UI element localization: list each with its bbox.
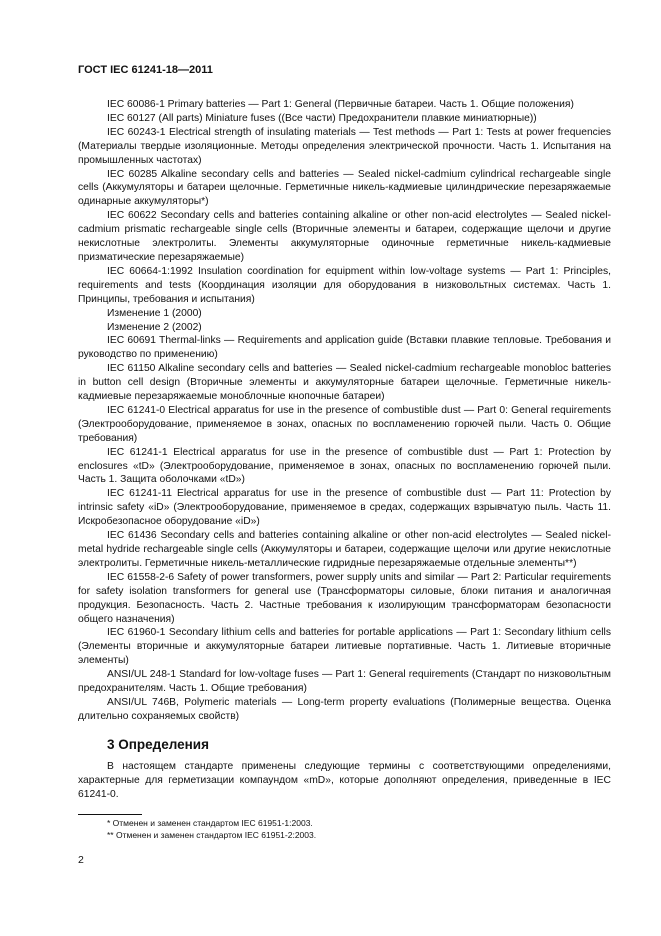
- reference-item: IEC 61558-2-6 Safety of power transformers, power supply units and similar — Part 2: Particular requirements for safety isolation transformers for general use (Трансформаторы силовые, блоки питания и аналогичная продукция. Безопасность. Часть 2. Частные требования к изолирующим трансформаторам безопасности общего назначения): [78, 571, 611, 625]
- footnotes: [107, 818, 316, 841]
- reference-item: IEC 61241-11 Electrical apparatus for use in the presence of combustible dust — Part 11: Protection by intrinsic safety «iD» (Электрооборудование, применяемое в средах, содержащих взрывчатую пыль. Часть 11. Искробезопасное оборудование «iD»): [78, 488, 611, 528]
- reference-item: IEC 60691 Thermal-links — Requirements and application guide (Вставки плавкие тепловые. Требования и руководство по применению): [78, 335, 611, 361]
- reference-item: IEC 61436 Secondary cells and batteries containing alkaline or other non-acid electrolytes — Sealed nickel-metal hydride rechargeable single cells (Аккумуляторы и батареи, содержащие щелочи или другие некислотные электролиты. Герметичные никель-металлические гидридные перезаряжаемые отдельные элементы**): [78, 530, 611, 569]
- footnote: ** Отменен и заменен стандартом IEC 61951-2:2003.: [107, 829, 317, 840]
- section-heading: 3 Определения: [107, 737, 209, 752]
- reference-item: IEC 61960-1 Secondary lithium cells and batteries for portable applications — Part 1: Secondary lithium cells (Элементы вторичные и аккумуляторные батареи литиевые портативные. Часть 1. Литиевые вторичные элементы): [78, 627, 611, 667]
- page-number: 2: [78, 854, 84, 866]
- reference-item: IEC 60664-1:1992 Insulation coordination for equipment within low-voltage systems — Part 1: Principles, requirements and tests (Координация изоляции для оборудования в низковольтных системах. Часть 1. Принципы, требования и испытания): [78, 265, 611, 305]
- reference-item: IEC 60285 Alkaline secondary cells and batteries — Sealed nickel-cadmium cylindrical rechargeable single cells (Аккумуляторы и батареи щелочные. Герметичные никель-кадмиевые цилиндрические перезаряжаемые одинарные аккумуляторы*): [78, 168, 611, 208]
- footnote: * Отменен и заменен стандартом IEC 61951-1:2003.: [107, 818, 313, 828]
- document-header: ГОСТ IEC 61241-18—2011: [78, 64, 213, 76]
- reference-item: IEC 60086-1 Primary batteries — Part 1: General (Первичные батареи. Часть 1. Общие положения): [107, 99, 574, 110]
- normative-references: [78, 98, 611, 724]
- reference-item: IEC 60127 (All parts) Miniature fuses ((Все части) Предохранители плавкие миниатюрные)): [107, 112, 537, 124]
- footnote-divider: [78, 814, 142, 815]
- reference-item: IEC 61241-1 Electrical apparatus for use in the presence of combustible dust — Part 1: Protection by enclosures «tD» (Электрооборудование, применяемое в зонах, опасных по воспламенению горючей пыли. Часть 1. Защита оболочками «tD»): [78, 446, 611, 486]
- reference-item: IEC 60622 Secondary cells and batteries containing alkaline or other non-acid electrolytes — Sealed nickel-cadmium prismatic rechargeable single cells (Вторичные элементы и батареи, содержащие щелочи и другие некислотные электролиты. Элементы аккумуляторные одиночные герметичные никель-кадмиевые призматические перезаряжаемые): [78, 210, 611, 263]
- reference-item: ANSI/UL 248-1 Standard for low-voltage fuses — Part 1: General requirements (Стандарт по низковольтным предохранителям. Часть 1. Общие требования): [78, 669, 611, 695]
- reference-item: IEC 60243-1 Electrical strength of insulating materials — Test methods — Part 1: Tests at power frequencies (Материалы твердые изоляционные. Методы определения электрической прочности. Часть 1. Испытания на промышленных частотах): [78, 126, 611, 166]
- reference-item: ANSI/UL 746B, Polymeric materials — Long-term property evaluations (Полимерные вещества. Оценка длительно сохраняемых свойств): [78, 696, 611, 722]
- reference-amendment: Изменение 1 (2000): [107, 307, 202, 319]
- section-body-text: В настоящем стандарте применены следующие термины с соответствующими определениями, характерные для герметизации компаундом «mD», которые дополняют определения, приведенные в IEC 61241-0.: [78, 761, 611, 801]
- reference-item: IEC 61241-0 Electrical apparatus for use in the presence of combustible dust — Part 0: General requirements (Электрооборудование, применяемое в зонах, опасных по воспламенению горючей пыли. Часть 0. Общие требования): [78, 404, 611, 444]
- reference-amendment: Изменение 2 (2002): [107, 321, 202, 333]
- reference-item: IEC 61150 Alkaline secondary cells and batteries — Sealed nickel-cadmium rechargeable monobloc batteries in button cell design (Вторичные элементы и аккумуляторные батареи щелочные. Герметичные никель-кадмиевые перезаряжаемые моноблочные кнопочные батареи): [78, 363, 611, 403]
